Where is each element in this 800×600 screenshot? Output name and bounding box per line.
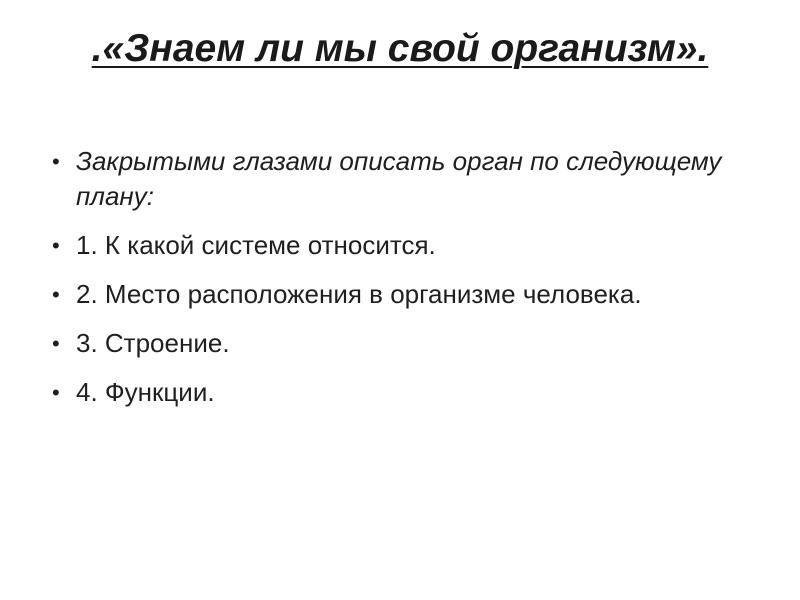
bullet-dot-icon: • <box>52 380 60 405</box>
bullet-text: 2. Место расположения в организме человека. <box>76 279 642 309</box>
bullet-dot-icon: • <box>52 331 60 356</box>
bullet-item-structure <box>52 326 752 361</box>
slide-title: .«Знаем ли мы свой организм». <box>91 27 709 70</box>
bullet-dot-icon: • <box>52 149 60 174</box>
bullet-item-location <box>52 277 752 312</box>
bullet-text: 4. Функции. <box>76 377 215 407</box>
bullet-dot-icon: • <box>52 233 60 258</box>
bullet-item-system <box>52 228 752 263</box>
bullet-item-functions <box>52 375 752 410</box>
bullet-list <box>52 144 752 424</box>
bullet-item-instruction <box>52 144 752 214</box>
bullet-text: 1. К какой системе относится. <box>76 230 436 260</box>
bullet-text: 3. Строение. <box>76 328 230 358</box>
bullet-dot-icon: • <box>52 282 60 307</box>
bullet-text: Закрытыми глазами описать орган по следующему плану: <box>76 146 722 211</box>
